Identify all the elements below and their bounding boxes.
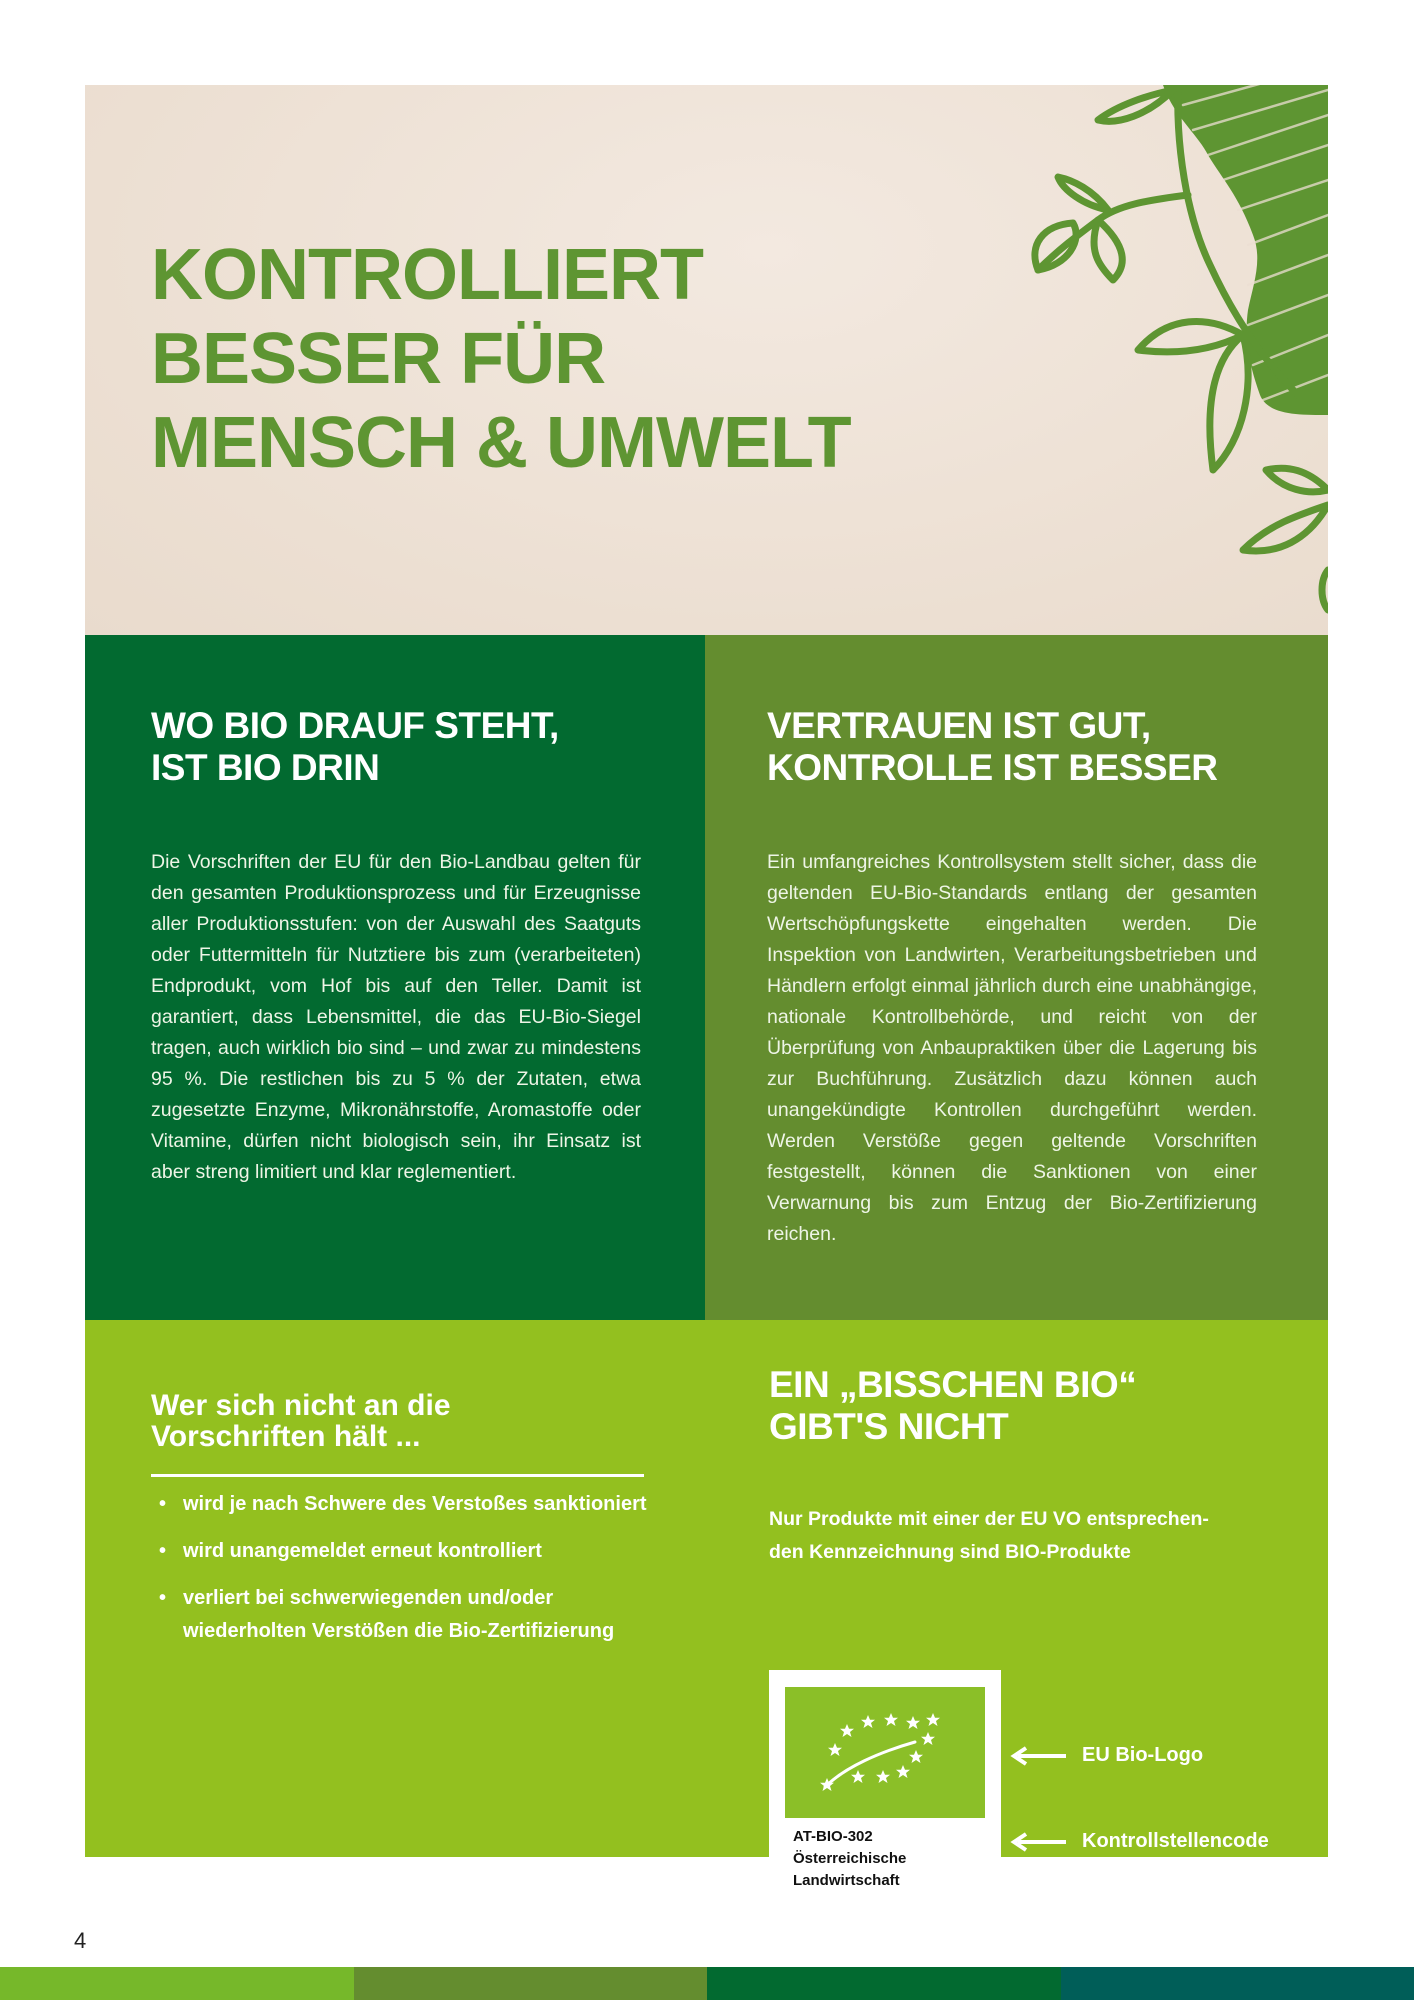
callout-control-code <box>1010 1830 1269 1853</box>
hero-section <box>85 85 1328 635</box>
hero-title-line: BESSER FÜR <box>151 319 606 399</box>
heading-line: Wer sich nicht an die <box>151 1389 451 1422</box>
hero-title-line: MENSCH & UMWELT <box>151 403 851 483</box>
origin-line: Landwirtschaft <box>793 1872 900 1889</box>
divider <box>151 1474 644 1477</box>
heading-line: Vorschriften hält ... <box>151 1420 421 1453</box>
footer-stripe <box>0 1967 354 2000</box>
control-code: AT-BIO-302 <box>793 1828 873 1845</box>
subtitle-line: den Kennzeichnung sind BIO-Produkte <box>769 1541 1131 1563</box>
list-item: • verliert bei schwerwiegenden und/oder wiederholten Verstößen die Bio-Zertifizierung <box>151 1582 651 1648</box>
arrow-left-icon <box>1010 1879 1068 1899</box>
hero-title <box>151 233 851 485</box>
heading-line: VERTRAUEN IST GUT, <box>767 705 1151 746</box>
footer-stripe <box>707 1967 1061 2000</box>
control-system-panel <box>705 635 1328 1320</box>
origin-line: Österreichische <box>793 1850 907 1867</box>
heading-line: KONTROLLE IST BESSER <box>767 747 1218 788</box>
eu-organic-leaf-stars-icon <box>785 1687 985 1818</box>
heading-line: IST BIO DRIN <box>151 747 380 788</box>
heading-line: EIN „BISSCHEN BIO“ <box>769 1364 1137 1405</box>
arrow-left-icon <box>1010 1746 1068 1766</box>
control-system-body: Ein umfangreiches Kontrollsystem stellt sicher, dass die geltenden EU-Bio-Standards entlang der gesamten Wertschöpfungskette eingehalten werden. Die Inspektion von Landwirten, Verarbeitungsbetrieben und Händlern erfolgt einmal jährlich durch eine unabhängige, nationale Kontrollbehörde, und reicht von der Überprüfung von Anbaupraktiken über die Lagerung bis zur Buchführung. Zusätzlich dazu können auch unangekündigte Kontrollen durchgeführt werden. Werden Verstöße gegen geltende Vorschriften festgestellt, können die Sanktionen von einer Verwarnung bis zum Entzug der Bio-Zertifizierung reichen. <box>767 851 1257 1245</box>
heading-line: WO BIO DRAUF STEHT, <box>151 705 559 746</box>
control-system-heading <box>767 705 1217 789</box>
arrow-left-icon <box>1010 1832 1068 1852</box>
callout-label: EU Bio-Logo <box>1082 1744 1204 1766</box>
bio-content-heading <box>151 705 559 789</box>
callout-label: Herkunftshinweis <box>1082 1877 1249 1899</box>
label-text <box>793 1826 906 1892</box>
page-number: 4 <box>74 1928 87 1953</box>
leaf-branch-globe-icon <box>998 85 1328 635</box>
callout-origin <box>1010 1877 1249 1900</box>
callout-label: Kontrollstellencode <box>1082 1830 1269 1852</box>
list-item: • wird unangemeldet erneut kontrolliert <box>151 1535 651 1568</box>
bio-content-body: Die Vorschriften der EU für den Bio-Landbau gelten für den gesamten Produktionsprozess und für Erzeugnisse aller Produktionsstufen: von der Auswahl des Saatguts oder Futtermitteln für Nutztiere bis zum (verarbeiteten) Endprodukt, vom Hof bis auf den Teller. Damit ist garantiert, dass Lebensmittel, die das EU-Bio-Siegel tragen, auch wirklich bio sind – und zwar zu mindestens 95 %. Die restlichen bis zu 5 % der Zutaten, etwa zugesetzte Enzyme, Mikronährstoffe, Aromastoffe oder Vitamine, dürfen nicht biologisch sein, ihr Einsatz ist aber streng limitiert und klar reglementiert. <box>151 851 641 1183</box>
bio-content-panel <box>85 635 705 1320</box>
list-item: • wird je nach Schwere des Verstoßes sanktioniert <box>151 1488 651 1521</box>
callout-eu-bio-logo <box>1010 1744 1203 1767</box>
eu-organic-logo <box>785 1687 985 1818</box>
info-panels-row <box>85 635 1328 1320</box>
footer-stripe <box>1061 1967 1414 2000</box>
footer-stripe <box>354 1967 708 2000</box>
subtitle-line: Nur Produkte mit einer der EU VO entsprechen- <box>769 1508 1209 1530</box>
heading-line: GIBT'S NICHT <box>769 1406 1009 1447</box>
hero-title-line: KONTROLLIERT <box>151 235 703 315</box>
violations-list <box>151 1488 651 1662</box>
violations-heading <box>151 1390 451 1452</box>
footer-color-bar <box>0 1967 1414 2000</box>
bio-label-subtitle <box>769 1503 1269 1569</box>
bio-label-heading <box>769 1364 1136 1448</box>
organic-label-example <box>769 1670 1001 1902</box>
bio-label-section <box>85 1320 1328 1899</box>
